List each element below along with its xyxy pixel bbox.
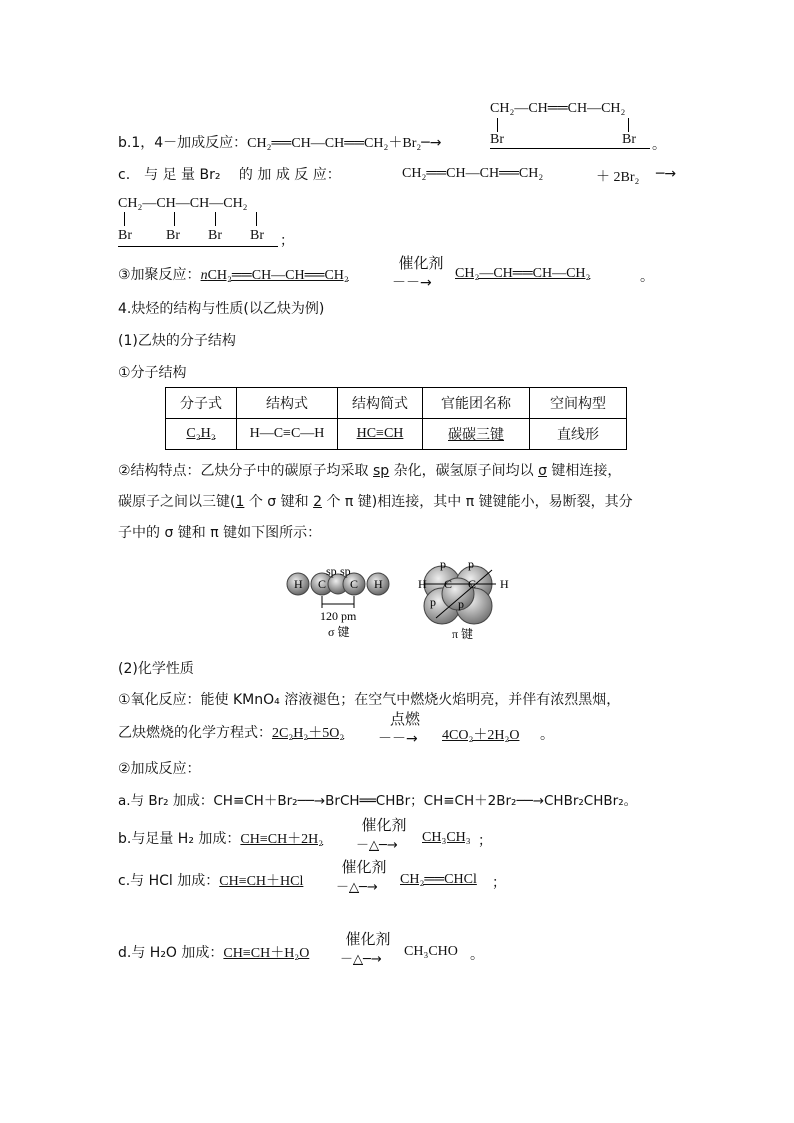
add-b-line: b.与足量 H₂ 加成：CH≡CH＋2H₂ (118, 831, 324, 847)
pi-caption: π 键 (452, 627, 474, 641)
add-title: ②加成反应： (118, 761, 201, 777)
b1-line (118, 134, 441, 153)
b1-product-top: CH₂—CH══CH—CH₂ (490, 101, 626, 116)
cc-cond: 催化剂 (341, 858, 387, 876)
table-header: 结构式 (237, 388, 338, 419)
sigma-bond-figure (282, 566, 394, 640)
c-eq-left: CH₂══CH—CH══CH₂ (402, 166, 544, 181)
ox-end: 。 (540, 727, 554, 743)
feature-line-1: ②结构特点：乙炔分子中的碳原子均采取 sp 杂化，碳氢原子间均以 σ 键相连接， (118, 463, 622, 479)
feature-line-2: 碳原子之间以三键(1 个 σ 键和 2 个 π 键)相连接，其中 π 键键能小，易断裂，其分 (118, 494, 633, 510)
ox-cond: 点燃 (389, 710, 420, 728)
polymer-label: ③加聚反应： (118, 267, 201, 283)
p-label: p (430, 595, 436, 609)
dd-right: CH₃CHO (404, 944, 458, 959)
b1-eq-left: CH₂══CH—CH══CH₂＋Br₂ (247, 136, 422, 151)
atom-label: C (350, 577, 359, 591)
table-cell: H—C≡C—H (237, 419, 338, 450)
c-br-1: Br (118, 228, 132, 243)
bond-line (124, 212, 125, 226)
dd-end: 。 (470, 947, 484, 963)
bb-end: ； (478, 833, 492, 849)
p-label: p (440, 557, 446, 571)
ox-left: 2C₂H₂＋5O₂ (272, 726, 345, 741)
arrow: －△─→ (336, 880, 378, 895)
table-cell: HC≡CH (338, 419, 423, 450)
p-label: p (468, 557, 474, 571)
atom-label: C (444, 577, 453, 591)
arrow: －－→ (392, 275, 432, 291)
table-header: 结构简式 (338, 388, 423, 419)
b1-br-left: Br (490, 132, 504, 147)
arrow: －－→ (378, 731, 418, 747)
c-br-2: Br (166, 228, 180, 243)
bond-line (174, 212, 175, 226)
bond-line (497, 118, 498, 132)
section4-title: 4.炔烃的结构与性质(以乙炔为例) (118, 301, 325, 317)
bb-left: CH≡CH＋2H₂ (240, 832, 324, 847)
s1-title: (1)乙炔的分子结构 (118, 333, 236, 349)
ox-line-2: 乙炔燃烧的化学方程式：2C₂H₂＋5O₂ (118, 725, 345, 741)
arrow: －△─→ (356, 838, 398, 853)
add-c-line: c.与 HCl 加成：CH≡CH＋HCl (118, 873, 304, 889)
cc-left: CH≡CH＋HCl (219, 874, 304, 889)
b1-product-bottom (490, 132, 650, 149)
c-br-4: Br (250, 228, 264, 243)
arrow: －△─→ (340, 952, 382, 967)
polymer-line (118, 266, 349, 285)
bb-cond: 催化剂 (361, 816, 407, 834)
dd-left: CH≡CH＋H₂O (223, 946, 310, 961)
polymer-catalyst: 催化剂 (398, 254, 444, 272)
b1-label: b.1，4－加成反应： (118, 135, 248, 151)
ox-line-1: ①氧化反应：能使 KMnO₄ 溶液褪色；在空气中燃烧火焰明亮，并伴有浓烈黑烟， (118, 692, 621, 708)
table-header: 空间构型 (530, 388, 627, 419)
polymer-end: 。 (640, 269, 654, 285)
table-row (166, 419, 627, 450)
b1-end: 。 (652, 137, 666, 153)
c-reagent: ＋ 2Br₂ (596, 170, 640, 185)
c-end: ； (280, 233, 294, 249)
cc-end: ； (492, 875, 506, 891)
feature-line-3: 子中的 σ 键和 π 键如下图所示： (118, 525, 322, 541)
atom-label: C (468, 577, 477, 591)
cc-right: CH₂══CHCl (400, 872, 477, 887)
structure-table (165, 387, 627, 450)
atom-label: H (294, 577, 303, 591)
atom-label: H (374, 577, 383, 591)
c-line (118, 166, 341, 184)
add-d-line: d.与 H₂O 加成：CH≡CH＋H₂O (118, 945, 310, 961)
sp-label: sp (326, 566, 337, 578)
polymer-reactant: CH₂══CH—CH══CH₂ (207, 268, 349, 283)
ox-right: 4CO₂＋2H₂O (442, 728, 520, 743)
c-product-bottom (118, 228, 278, 247)
atom-label: H (500, 577, 509, 591)
sp-label: sp (340, 566, 351, 578)
add-a-line: a.与 Br₂ 加成：CH≡CH＋Br₂──→BrCH══CHBr；CH≡CH＋2Br₂──→CHBr₂CHBr₂。 (118, 793, 638, 809)
polymer-n: n (200, 268, 208, 283)
bb-right: CH₃CH₃ (422, 830, 471, 845)
polymer-product: CH₂—CH══CH—CH₂ (455, 266, 591, 281)
arrow: ─→ (421, 135, 442, 151)
s1a-title: ①分子结构 (118, 365, 187, 381)
pi-bond-figure (412, 556, 516, 642)
table-header: 分子式 (166, 388, 237, 419)
atom-label: H (418, 577, 427, 591)
c-br-3: Br (208, 228, 222, 243)
b1-br-right: Br (622, 132, 636, 147)
sigma-caption: σ 键 (328, 625, 350, 639)
c-label: c. 与 足 量 Br₂ 的 加 成 反 应： (118, 167, 341, 183)
table-header-row (166, 388, 627, 419)
p-label: p (458, 597, 464, 611)
dd-cond: 催化剂 (345, 930, 391, 948)
atom-label: C (318, 577, 327, 591)
table-header: 官能团名称 (423, 388, 530, 419)
bond-line (215, 212, 216, 226)
bond-length: 120 pm (320, 609, 357, 623)
table-cell: C₂H₂ (166, 419, 237, 450)
s2-title: (2)化学性质 (118, 661, 194, 677)
table-cell: 碳碳三键 (423, 419, 530, 450)
table-cell: 直线形 (530, 419, 627, 450)
arrow: ─→ (656, 166, 677, 182)
c-product-top: CH₂—CH—CH—CH₂ (118, 196, 248, 211)
bond-line (628, 118, 629, 132)
bond-line (256, 212, 257, 226)
